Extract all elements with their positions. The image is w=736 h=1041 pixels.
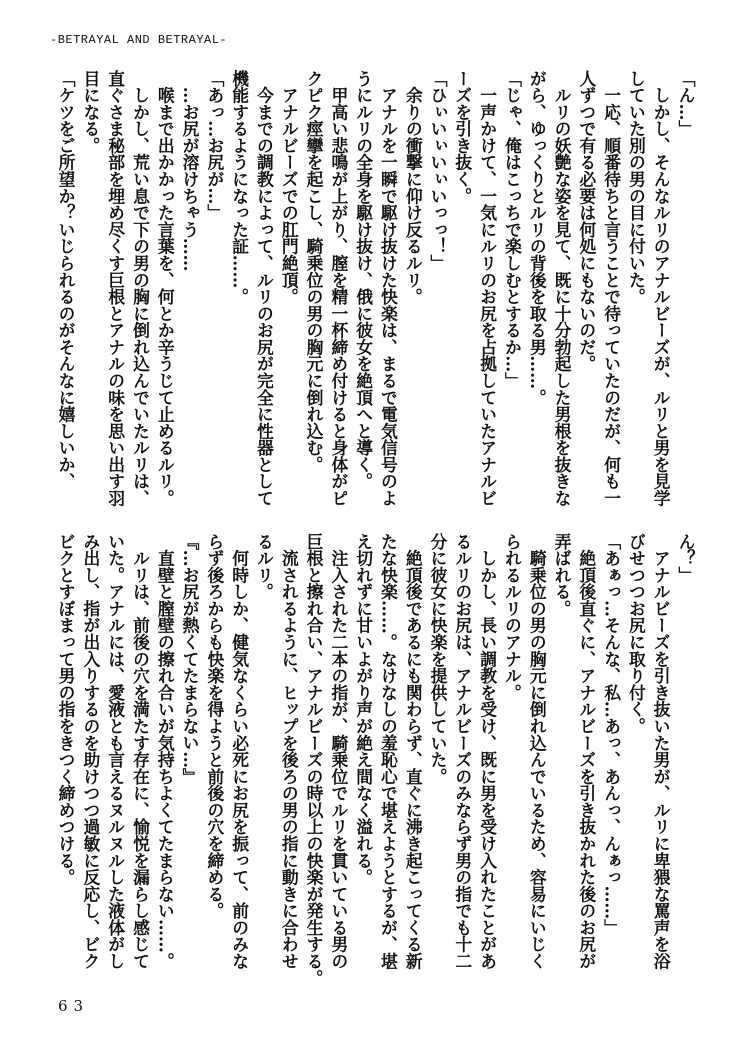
text-line: え切れずに甘いよがり声が絶え間なく溢れる。: [353, 533, 374, 886]
text-line: 一声かけて、一気にルリのお尻を占拠していたアナルビ: [477, 70, 498, 507]
text-line: 『…お尻が熱くてたまらない…』: [180, 533, 201, 785]
text-line: 機能するようになった証……。: [229, 70, 250, 306]
text-line: クピク痙攣を起こし、騎乗位の男の胸元に倒れ込む。: [304, 70, 325, 473]
text-line: 「ひぃいぃいぃいっっ！」: [428, 70, 449, 272]
text-line: 直ぐさま秘部を埋め尽くす巨根とアナルの味を思い出す羽: [105, 70, 126, 507]
page-number: 63: [58, 997, 90, 1015]
text-line: ビクとすぼまって男の指をきつく締めつける。: [56, 533, 77, 886]
text-line: しかし、そんなルリのアナルビーズが、ルリと男を見学: [651, 70, 672, 507]
text-line: 目になる。: [80, 70, 101, 154]
text-line: 絶頂後であるにも関わらず、直ぐに沸き起こってくる新: [403, 533, 424, 970]
text-line: 今までの調教によって、ルリのお尻が完全に性器として: [254, 70, 275, 507]
text-line: 「あぁっ…そんな、私…あっ、あんっ、んぁっ……」: [601, 533, 622, 936]
text-line: 喉まで出かかった言葉を、何とか辛うじて止めるルリ。: [155, 70, 176, 507]
text-line: 直壁と膣壁の擦れ合いが気持ちよくてたまらない……。: [155, 533, 176, 970]
text-line: 「じゃ、俺はこっちで楽しむとするか…」: [502, 70, 523, 390]
text-line: 一応、順番待ちと言うことで待っていたのだが、何も一: [601, 70, 622, 507]
text-line: ルリは、前後の穴を満たす存在に、愉悦を漏らし感じて: [130, 533, 151, 970]
text-line: らず後ろからも快楽を得ようと前後の穴を締める。: [204, 533, 225, 920]
text-block-bottom: [53, 533, 698, 989]
text-line: 何時しか、健気なくらい必死にお尻を振って、前のみな: [229, 533, 250, 970]
text-line: びせつつお尻に取り付く。: [626, 533, 647, 735]
text-line: アナルを一瞬で駆け抜けた快楽は、まるで電気信号のよ: [378, 70, 399, 507]
text-line: …お尻が溶けちゃう……: [180, 70, 201, 272]
text-line: 弄ばれる。: [552, 533, 573, 617]
text-line: うにルリの全身を駆け抜け、俄に彼女を絶頂へと導く。: [353, 70, 374, 490]
text-line: アナルビーズを引き抜いた男が、ルリに卑猥な罵声を浴: [651, 533, 672, 970]
text-line: 巨根と擦れ合い、アナルビーズの時以上の快楽が発生する。: [304, 533, 325, 987]
text-line: アナルビーズでの肛門絶頂。: [279, 70, 300, 306]
text-line: 余りの衝撃に仰け反るルリ。: [403, 70, 424, 306]
text-line: 人ずつで有る必要は何処にもないのだ。: [576, 70, 597, 373]
text-line: 「ん…」: [676, 70, 696, 138]
text-line: 騎乗位の男の胸元に倒れ込んでいるため、容易にいじく: [527, 533, 548, 970]
text-line: 流されるように、ヒップを後ろの男の指に動きに合わせ: [279, 533, 300, 970]
text-line: るルリのお尻は、アナルビーズのみならず男の指でも十二: [452, 533, 473, 970]
text-line: 分に彼女に快楽を提供していた。: [428, 533, 449, 785]
text-line: しかし、長い調教を受け、既に男を受け入れたことがあ: [477, 533, 498, 970]
text-line: ーズを引き抜く。: [452, 70, 473, 205]
text-line: しかし、荒い息で下の男の胸に倒れ込んでいたルリは、: [130, 70, 151, 507]
text-line: るルリ。: [254, 533, 275, 601]
text-line: 甲高い悲鳴が上がり、膣を精一杯締め付けると身体がピ: [328, 70, 349, 507]
text-block-top: [53, 70, 698, 526]
text-line: 「ケツをご所望か？いじられるのがそんなに嬉しいか、: [56, 70, 77, 490]
text-line: 「あっ…お尻が…」: [204, 70, 225, 222]
text-line: 絶頂後直ぐに、アナルビーズを引き抜かれた後のお尻が: [576, 533, 597, 970]
text-line: たな快楽……。なけなしの羞恥心で堪えようとするが、堪: [378, 533, 399, 970]
text-line: いた。アナルには、愛液とも言えるヌルヌルした液体がし: [105, 533, 126, 970]
text-line: ルリの妖艶な姿を見て、既に十分勃起した男根を抜きな: [552, 70, 573, 507]
text-line: 注入された二本の指が、騎乗位でルリを貫いている男の: [328, 533, 349, 970]
text-line: がら、ゆっくりとルリの背後を取る男……。: [527, 70, 548, 406]
text-line: していた別の男の目に付いた。: [626, 70, 647, 306]
text-line: み出し、指が出入りするのを助けつつ過敏に反応し、ビク: [80, 533, 101, 970]
running-header: -BETRAYAL AND BETRAYAL-: [50, 33, 228, 47]
text-line: ん？」: [676, 533, 696, 584]
text-line: られるルリのアナル。: [502, 533, 523, 701]
